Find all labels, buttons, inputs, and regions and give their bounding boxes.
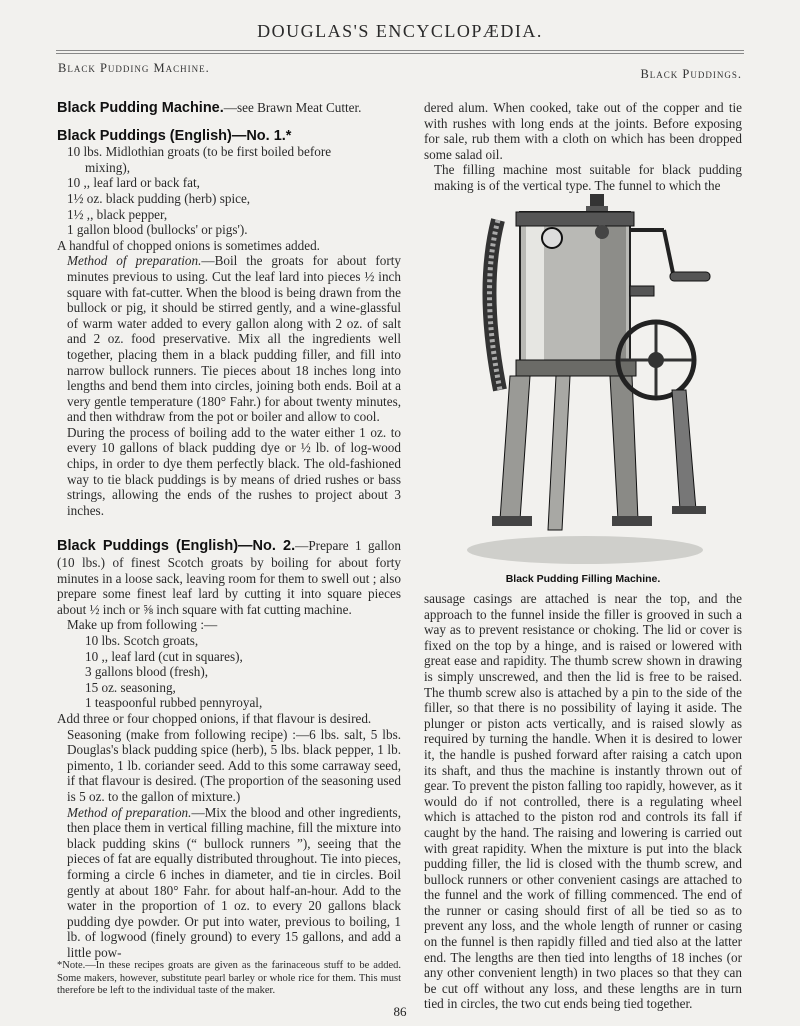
onions-note: A handful of chopped onions is sometimes added.: [57, 237, 320, 253]
ingredient: 15 oz. seasoning,: [85, 679, 176, 695]
rule: [56, 50, 744, 51]
ingredient: 10 lbs. Midlothian groats (to be first boiled before: [67, 144, 332, 160]
method-label: Method of preparation.: [67, 253, 202, 269]
paragraph: The filling machine most suitable for black pudding making is of the vertical type. The funnel to which the: [434, 162, 742, 193]
figure-caption: Black Pudding Filling Machine.: [505, 573, 661, 585]
seasoning-paragraph: Seasoning (make from following recipe) :—6 lbs. salt, 5 lbs. Douglas's black pudding spice (herb), 5 lbs. black pepper, 1 lb. pimento, 1 lb. coriander seed. Add to this some carraway seed, if that flavour is desired. (The proportion of the seasoning used is 5 oz. to the gallon of mixture.): [67, 726, 401, 804]
method-label: Method of preparation.: [67, 804, 192, 820]
right-column-bottom: [424, 591, 742, 1012]
page-title: DOUGLAS'S ENCYCLOPÆDIA.: [257, 21, 543, 41]
boiling-paragraph: During the process of boiling add to the water either 1 oz. to every 10 gallons of black pudding dye or ½ lb. of log-wood chips, in order to dye them perfectly black. The old-fashioned way to tie black puddings is by means of dried rushes or bass strings, allowing the ends of the rushes to project about 3 inches.: [67, 424, 401, 518]
makeup-line: Make up from following :—: [67, 617, 218, 633]
ingredient: 1½ ,, black pepper,: [67, 206, 168, 222]
right-column-top: [424, 100, 742, 194]
ingredient: 1 teaspoonful rubbed pennyroyal,: [85, 695, 263, 711]
ingredient: 1½ oz. black pudding (herb) spice,: [67, 190, 251, 206]
ingredient: mixing),: [85, 159, 131, 175]
machine-heading: Black Pudding Machine.: [57, 100, 224, 116]
running-head-left: Black Pudding Machine.: [58, 61, 210, 75]
ingredient: 3 gallons blood (fresh),: [85, 664, 209, 680]
black-pudding-machine-illustration: [460, 190, 726, 570]
method-text: —Mix the blood and other ingredients, then place them in vertical filling machine, fill the mixture into black pudding skins (“ bullock runners ”), seeing that the pieces of fat are equally distributed throughout. Tie into pieces, forming a circle 6 inches in diameter, and tie in circles. Boil gently at about 180° Fahr. for about half-an-hour. Add to the water in the proportion of 1 oz. to every 20 gallons black pudding dye powder. Or put into water, previous to boiling, 1 lb. of logwood (finely ground) to every 15 gallons, and add a little pow-: [67, 804, 401, 960]
page-number: 86: [393, 1004, 407, 1019]
paragraph: dered alum. When cooked, take out of the copper and tie with rushes with long ends at the joints. Before exposing for sale, rub them with a cloth on which has been dropped some salad oil.: [424, 100, 742, 162]
footnote: *Note.—In these recipes groats are given as the farinaceous stuff to be added. Some makers, however, substitute pearl barley or whole rice for them. This must therefore be left to the individual taste of the maker.: [57, 960, 401, 997]
left-column: [57, 100, 401, 998]
ingredient: 10 ,, leaf lard or back fat,: [67, 175, 200, 191]
running-head-right: Black Puddings.: [640, 67, 742, 81]
no1-heading: Black Puddings (English)—No. 1.*: [57, 127, 292, 144]
rule: [56, 53, 744, 54]
ingredient: 1 gallon blood (bullocks' or pigs').: [67, 222, 248, 238]
method-text: —Boil the groats for about forty minutes previous to using. Cut the leaf lard into pieces ½ inch square with fat-cutter. When the blood is being drawn from the bullock or pig, it should be stirred gently, and a wine-glassful of warm water added to every gallon along with 2 oz. of salt and 2 oz. food preservative. Mix all the ingredients well together, placing them in a black pudding filler, and fill into narrow bullock runners. Tie pieces about 18 inches long into lengths and bend them into circles, joining both ends. Boil at a very gentle temperature (180° Fahr.) for about twenty minutes, and then withdraw from the pot or boiler and allow to cool.: [67, 253, 402, 425]
machine-entry: [57, 100, 401, 117]
onions-note: Add three or four chopped onions, if that flavour is desired.: [57, 710, 372, 726]
method-paragraph: [57, 253, 401, 425]
no2-heading: Black Puddings (English)—No. 2.: [57, 538, 296, 555]
paragraph: sausage casings are attached is near the top, and the approach to the funnel inside the filler is grooved in such a way as to prevent resistance or choking. The lid or cover is fixed on the top by a hinge, and is raised or lowered with great ease and rapidity. The thumb screw shown in drawing is simply unscrewed, and then the lid is free to be raised. The thumb screw also is attached by a pin to the side of the filler, so that there is no possibility of laying it aside. The plunger or piston acts vertically, and is raised slowly as required by turning the handle. When it is desired to lower it, the handle is pushed forward after raising a catch upon its shaft, and thus the machine is instantly thrown out of gear. To prevent the piston falling too rapidly, however, as it would do if not controlled, there is a regulating wheel which is attached to the piston rod and controls its fall if caught by the hand. The raising and lowering is carried out with great rapidity. When the mixture is put into the black pudding filler, the lid is closed with the thumb screw, and bullock runners or other convenient casings are attached to the funnel and the work of filling commenced. The end of the runner or casing should first of all be tied so as to prevent any loss, and the whole length of runner or casing on the funnel is then rapidly filled and tied also at the latter end. The lengths are then tied into lengths of 18 inches (or any other convenient length) in two places so that they can be cut off without any loss, and these lengths are in turn tied in circles, the two cut ends being tied together.: [424, 591, 742, 1012]
machine-drawing: [460, 190, 726, 570]
machine-ref: —see Brawn Meat Cutter.: [223, 100, 362, 115]
no2-entry: [57, 538, 401, 617]
ingredient: 10 lbs. Scotch groats,: [85, 633, 199, 648]
ingredient: 10 ,, leaf lard (cut in squares),: [85, 648, 243, 664]
method-paragraph: [57, 805, 401, 961]
no2-intro: —Prepare 1 gallon (10 lbs.) of finest Scotch groats by boiling for about forty minutes in a loose sack, leaving room for them to swell out ; also prepare some finest leaf lard by cutting it into square pieces about ½ inch or ⅝ inch square with fat cutting machine.: [57, 538, 401, 617]
